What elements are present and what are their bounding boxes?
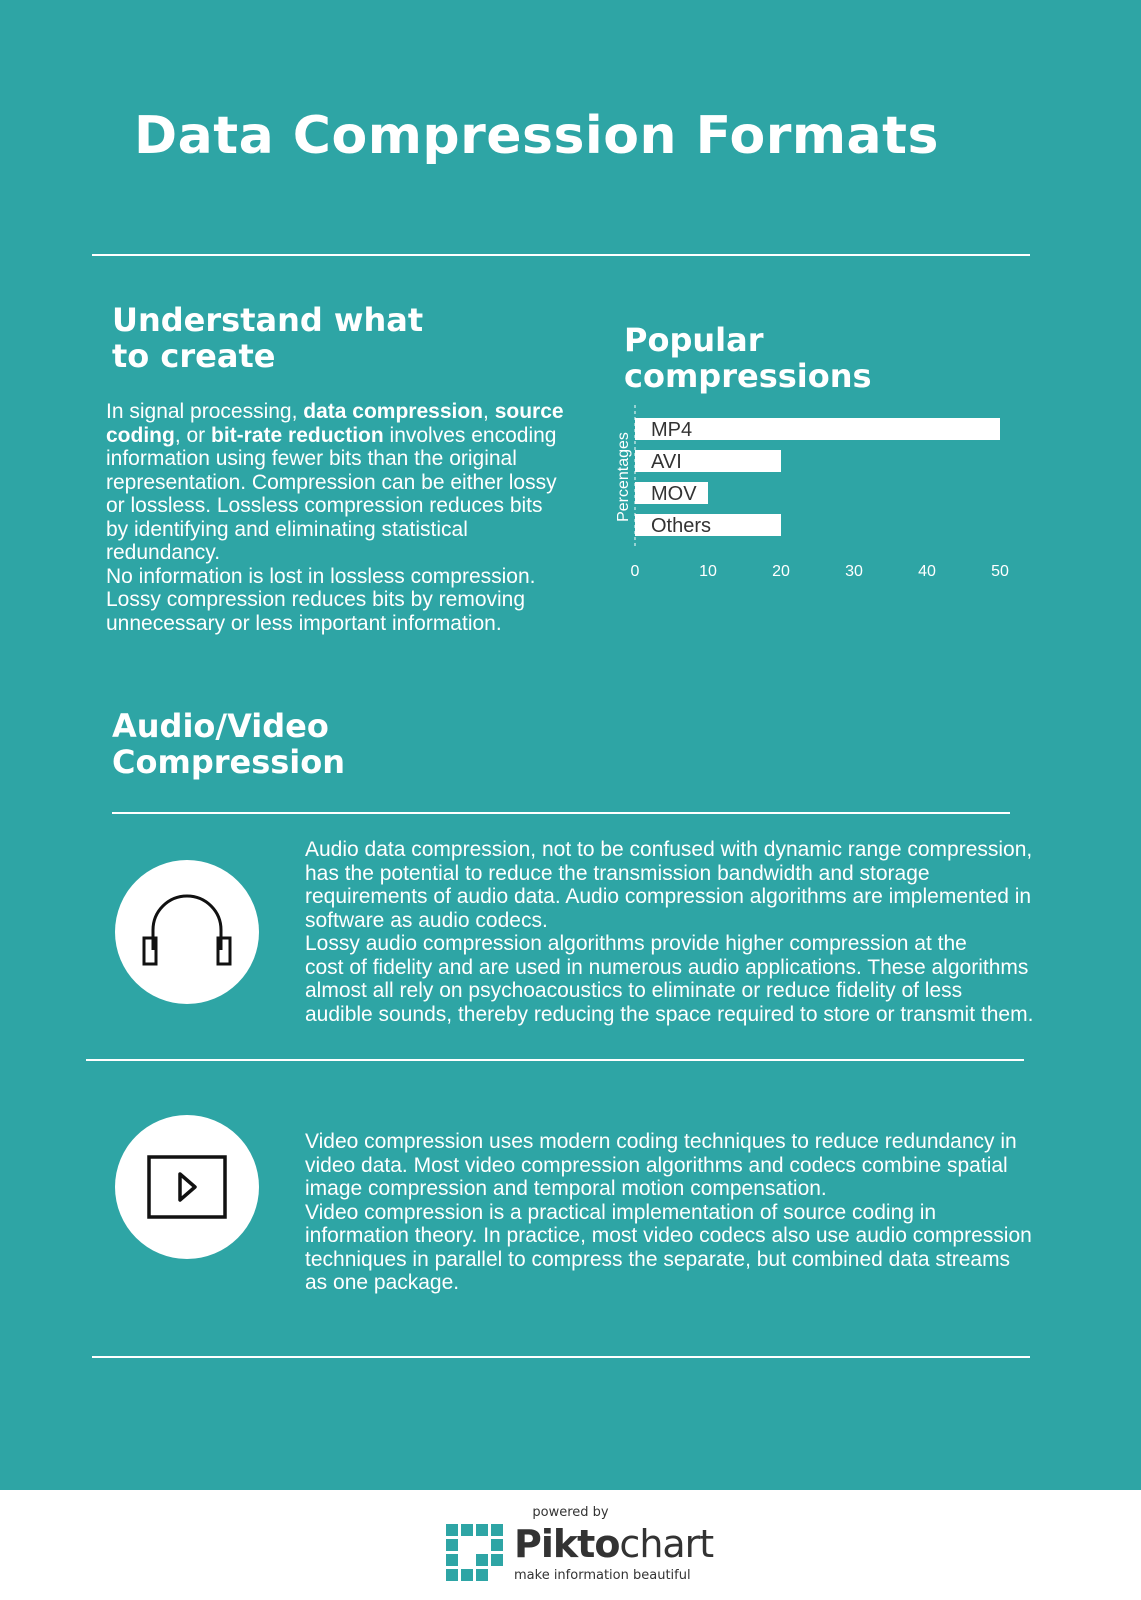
chart-ticks	[631, 563, 1009, 580]
chart-x-tick-label: 10	[699, 563, 717, 580]
brand-bold: Pikto	[514, 1522, 620, 1566]
page-title: Data Compression Formats	[134, 106, 939, 166]
understand-heading-line2: to create	[112, 337, 276, 375]
understand-sep1: ,	[483, 400, 495, 423]
chart-x-tick-label: 50	[991, 563, 1009, 580]
chart-bars	[635, 418, 1000, 537]
chart-x-tick-label: 0	[630, 563, 640, 580]
popular-heading-line1: Popular	[624, 321, 764, 359]
understand-heading	[112, 302, 532, 374]
powered-by-text: powered by	[532, 1505, 609, 1520]
bottom-divider	[92, 1356, 1030, 1358]
term-bit-rate-reduction: bit-rate reduction	[211, 423, 384, 447]
video-text-1: Video compression uses modern coding techniques to reduce redundancy in video data. Most video compression algorithms and codecs combine spatial image compression and temporal motion compensation.	[305, 1130, 1017, 1200]
term-source-coding: source coding	[106, 400, 564, 447]
chart-bar-label: Others	[651, 515, 712, 537]
brand-light: chart	[619, 1522, 714, 1566]
brand-tagline: make information beautiful	[514, 1568, 691, 1583]
audio-text-1: Audio data compression, not to be confused with dynamic range compression, has the potential to reduce the transmission bandwidth and storage requirements of audio data. Audio compression algorithms are implemented in software as audio codecs.	[305, 838, 1033, 932]
piktochart-logo-icon	[446, 1524, 504, 1582]
understand-body2: No information is lost in lossless compression. Lossy compression reduces bits by removing unnecessary or less important information.	[106, 564, 536, 635]
video-text-2: Video compression is a practical implementation of source coding in information theory. In practice, most video codecs also use audio compression techniques in parallel to compress the separate, but combined data streams as one package.	[305, 1200, 1032, 1294]
audio-video-heading-line2: Compression	[112, 743, 346, 781]
audio-video-divider	[86, 1059, 1024, 1061]
popular-compressions-chart	[615, 405, 1040, 605]
chart-bar-label: MP4	[651, 419, 693, 441]
video-icon-circle	[115, 1115, 259, 1259]
popular-heading	[624, 322, 924, 394]
understand-intro: In signal processing,	[106, 400, 304, 423]
video-play-icon	[115, 1115, 259, 1259]
chart-x-tick-label: 20	[772, 563, 790, 580]
chart-bar-label: AVI	[651, 451, 682, 473]
understand-heading-line1: Understand what	[112, 301, 424, 339]
audio-video-heading	[112, 708, 432, 780]
understand-paragraph	[106, 400, 566, 635]
chart-axis	[615, 405, 635, 546]
understand-sep2: , or	[174, 423, 212, 447]
audio-compression-text	[305, 838, 1035, 1026]
audio-text-2: Lossy audio compression algorithms provide higher compression at the	[305, 932, 967, 955]
chart-bar-label: MOV	[651, 483, 697, 505]
chart-y-axis-title: Percentages	[615, 432, 632, 522]
top-divider	[92, 254, 1030, 256]
video-compression-text	[305, 1130, 1035, 1295]
popular-heading-line2: compressions	[624, 357, 872, 395]
headphones-icon	[115, 860, 259, 1004]
audio-top-divider	[112, 812, 1010, 814]
understand-body1: involves encoding information using fewer bits than the original representation. Compression can be either lossy or lossless. Lossless compression reduces bits by identifying and eliminating statistical redundancy.	[106, 423, 557, 564]
chart-x-tick-label: 40	[918, 563, 936, 580]
audio-icon-circle	[115, 860, 259, 1004]
term-data-compression: data compression	[303, 400, 484, 423]
piktochart-brand	[514, 1522, 713, 1566]
audio-text-3: cost of fidelity and are used in numerous audio applications. These algorithms almost all rely on psychoacoustics to eliminate or reduce fidelity of less audible sounds, thereby reducing the space required to store or transmit them.	[305, 955, 1034, 1026]
audio-video-heading-line1: Audio/Video	[112, 707, 329, 745]
chart-x-tick-label: 30	[845, 563, 863, 580]
